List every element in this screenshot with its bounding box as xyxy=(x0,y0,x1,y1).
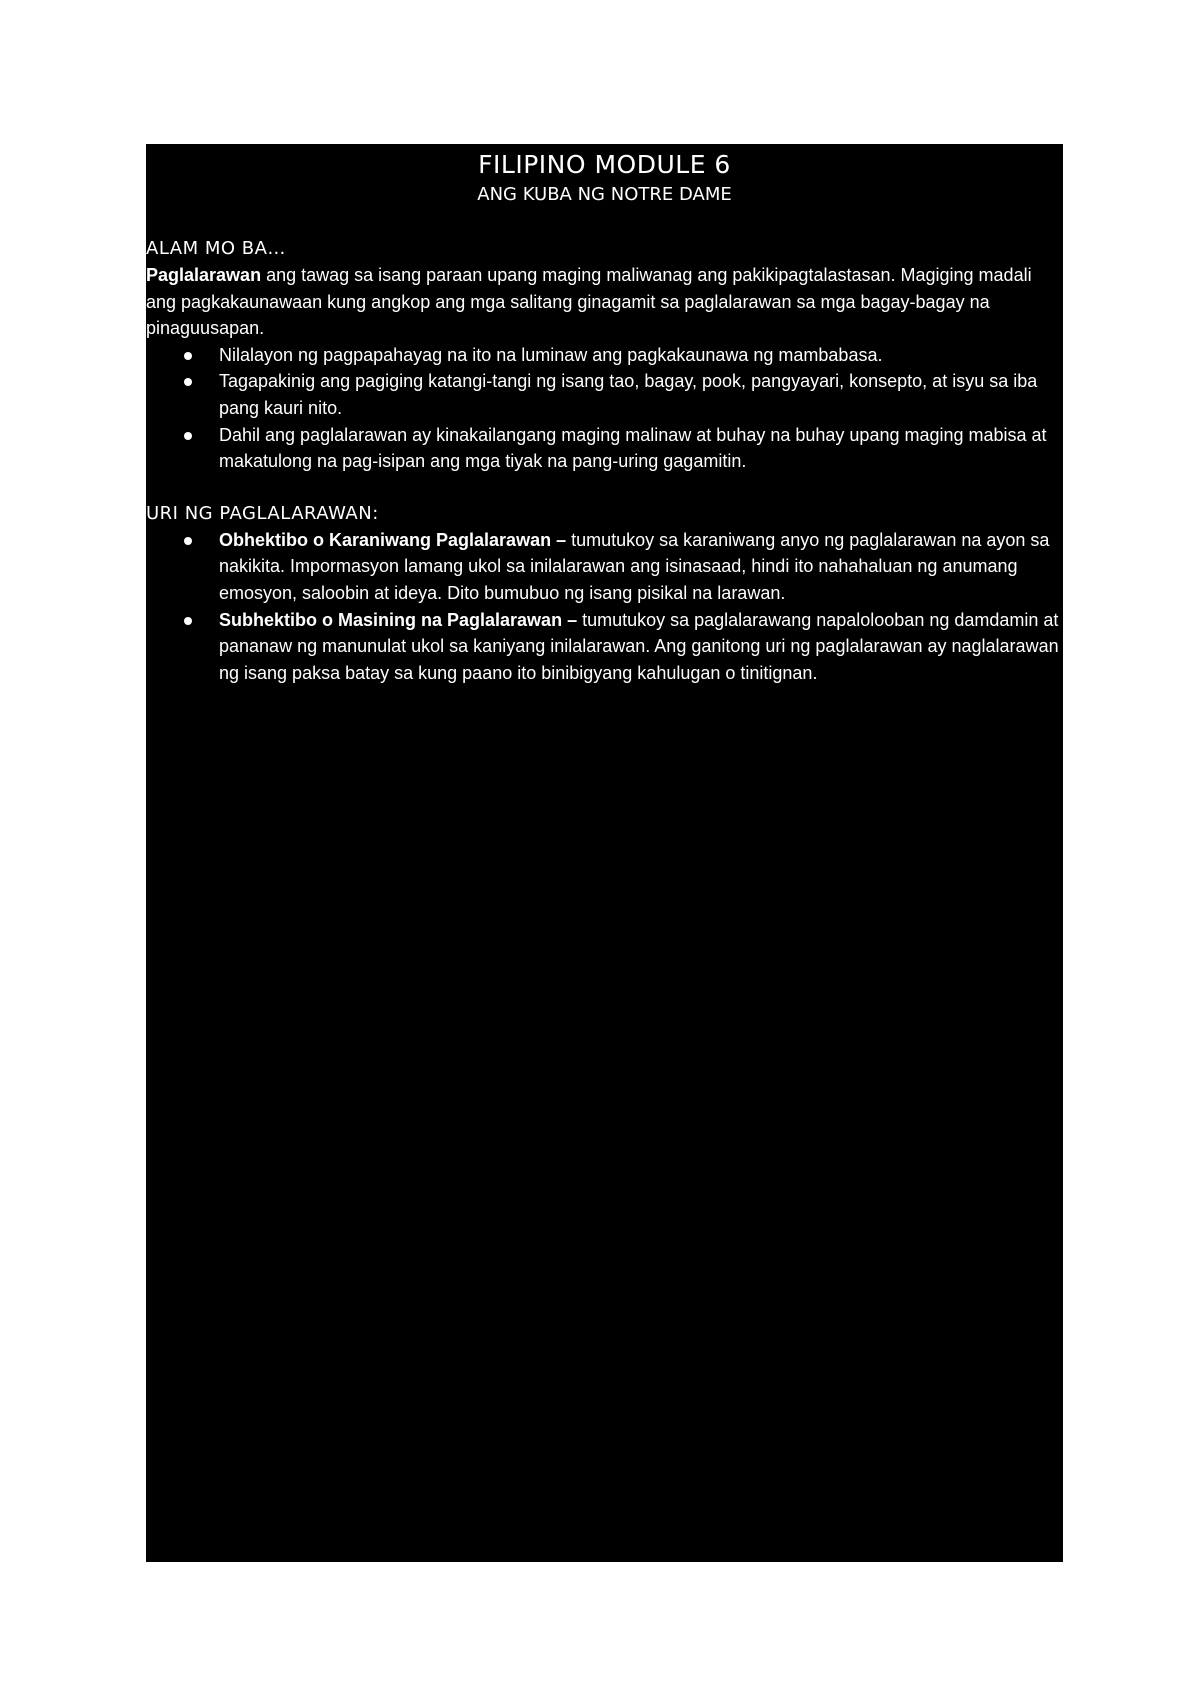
item-text: tumutukoy sa paglalarawang napalolooban ng damdamin at pananaw ng manunulat ukol sa kaniyang inilalarawan. Ang ganitong uri ng paglalarawan ay naglalarawan ng isang paksa batay sa kung paano ito binibigyang kahulugan o tinitignan. xyxy=(219,609,1059,683)
intro-term: Paglalarawan xyxy=(146,265,262,285)
item-term: Subhektibo o Masining na Paglalarawan – xyxy=(219,609,578,630)
item-term: Obhektibo o Karaniwang Paglalarawan – xyxy=(219,529,567,550)
bullet-icon xyxy=(184,352,192,360)
bullet-icon xyxy=(184,537,192,545)
item-text: tumutukoy sa karaniwang anyo ng paglalarawan na ayon sa nakikita. Impormasyon lamang ukol sa inilalarawan ang isinasaad, hindi ito nahahaluan ng anumang emosyon, saloobin at ideya. Dito bumubuo ng isang pisikal na larawan. xyxy=(219,529,1050,603)
bullet-icon xyxy=(184,617,192,625)
list-item xyxy=(146,342,1063,369)
document-title: FILIPINO MODULE 6 xyxy=(478,150,731,179)
list-item xyxy=(146,527,1063,607)
intro-text: ang tawag sa isang paraan upang maging maliwanag ang pakikipagtalastasan. Magiging madali ang pagkakaunawaan kung angkop ang mga salitang ginagamit sa paglalarawan sa mga bagay-bagay na pinaguusapan. xyxy=(146,265,1032,339)
bullet-icon xyxy=(184,378,192,386)
bullet-text: Nilalayon ng pagpapahayag na ito na luminaw ang pagkakaunawa ng mambabasa. xyxy=(219,344,883,365)
section2-bullet-list xyxy=(146,527,1063,687)
bullet-icon xyxy=(184,432,192,440)
document-subtitle: ANG KUBA NG NOTRE DAME xyxy=(477,184,732,205)
list-item xyxy=(146,607,1063,687)
section1-bullet-list xyxy=(146,342,1063,475)
bullet-text: Dahil ang paglalarawan ay kinakailangang maging malinaw at buhay na buhay upang maging mabisa at makatulong na pag-isipan ang mga tiyak na pang-uring gagamitin. xyxy=(219,424,1047,472)
list-item xyxy=(146,368,1063,421)
document-page xyxy=(146,144,1063,1562)
bullet-text: Tagapakinig ang pagiging katangi-tangi ng isang tao, bagay, pook, pangyayari, konsepto, at isyu sa iba pang kauri nito. xyxy=(219,371,1038,418)
intro-paragraph xyxy=(146,262,1063,342)
section-heading-alam-mo-ba: ALAM MO BA… xyxy=(146,238,286,259)
list-item xyxy=(146,422,1063,475)
section-heading-uri-ng-paglalarawan: URI NG PAGLALARAWAN: xyxy=(146,502,379,524)
